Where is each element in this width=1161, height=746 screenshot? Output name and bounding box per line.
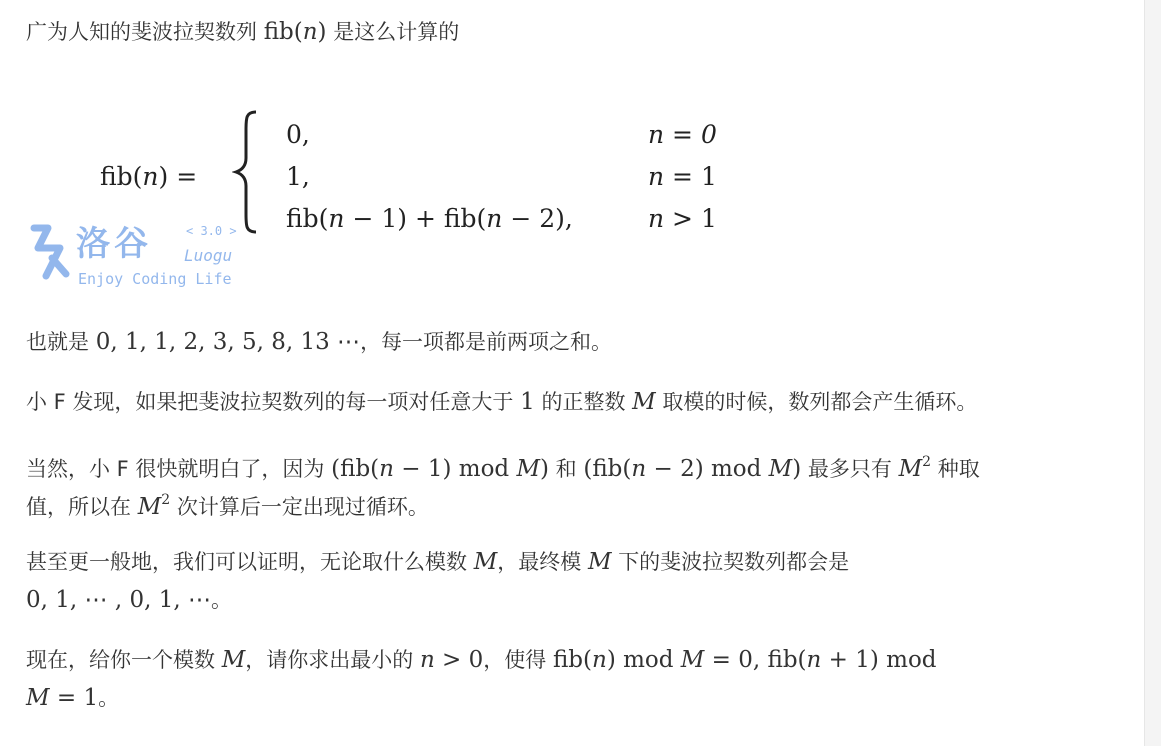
p4-text-a: 甚至更一般地，我们可以证明，无论取什么模数: [26, 550, 467, 574]
p4-line2-math: 0, 1, ⋯ , 0, 1, ⋯: [26, 587, 211, 613]
luogu-logo-icon: [26, 218, 74, 282]
case-value-1: 1,: [286, 162, 310, 191]
p3-line2-b: 次计算后一定出现过循环。: [176, 495, 429, 519]
p3-text-b: 和: [555, 457, 577, 481]
p3-math-3: 𝑀: [898, 456, 923, 482]
case-condition-0: 𝑛 = 0: [648, 120, 717, 149]
p3-math-4: 𝑀: [137, 494, 162, 520]
p5-math-1: 𝑀: [221, 647, 246, 673]
p4-line2-end: 。: [210, 588, 232, 612]
paragraph-general-line1: [26, 544, 849, 580]
p2-math-1: 1: [520, 389, 535, 415]
intro-text: 广为人知的斐波拉契数列: [26, 20, 257, 44]
watermark-slogan: Enjoy Coding Life: [78, 270, 232, 288]
case-condition-2: 𝑛 > 1: [648, 204, 717, 233]
p2-math-m: 𝑀: [632, 389, 656, 415]
p3-math-3-sup: 2: [922, 454, 932, 470]
p1-text-a: 也就是: [26, 330, 89, 354]
p5-math-2: 𝑛 > 0: [419, 647, 484, 673]
paragraph-sequence: [26, 324, 612, 360]
p5-text-c: ，使得: [483, 648, 547, 672]
luogu-watermark: [26, 214, 256, 294]
p1-math: 0, 1, 1, 2, 3, 5, 8, 13 ⋯: [95, 329, 361, 355]
p5-math-3: fib(𝑛) mod 𝑀 = 0, fib(𝑛 + 1) mod: [552, 647, 937, 673]
p3-line2-a: 值，所以在: [26, 495, 131, 519]
watermark-brand-en: Luogu: [184, 246, 233, 265]
case-condition-1: 𝑛 = 1: [648, 162, 717, 191]
paragraph-task-line1: [26, 642, 937, 678]
formula-lhs: fib(𝑛) =: [100, 162, 198, 191]
p5-text-b: ，请你求出最小的: [245, 648, 414, 672]
p2-text-b: 的正整数: [541, 390, 626, 414]
paragraph-reason-line2: [26, 482, 429, 525]
case-value-0: 0,: [286, 120, 310, 149]
p3-math-1: (fib(𝑛 − 1) mod 𝑀): [331, 456, 549, 482]
p3-text-d: 种取: [937, 457, 980, 481]
p4-text-c: 下的斐波拉契数列都会是: [618, 550, 850, 574]
p3-text-a: 当然，小 F 很快就明白了，因为: [26, 457, 325, 481]
paragraph-observation: [26, 384, 977, 420]
p5-text-a: 现在，给你一个模数: [26, 648, 215, 672]
right-scroll-gutter: [1144, 0, 1161, 746]
p3-math-4-sup: 2: [161, 492, 171, 508]
p3-math-2: (fib(𝑛 − 2) mod 𝑀): [583, 456, 802, 482]
p4-math-2: 𝑀: [587, 549, 612, 575]
intro-tail: 是这么计算的: [333, 20, 460, 44]
intro-paragraph: [26, 14, 459, 50]
p1-text-b: ，每一项都是前两项之和。: [360, 330, 613, 354]
p4-math-1: 𝑀: [473, 549, 498, 575]
paragraph-reason-line1: [26, 444, 980, 487]
p2-text-a: 小 F 发现，如果把斐波拉契数列的每一项对任意大于: [26, 390, 514, 414]
case-value-2: fib(𝑛 − 1) + fib(𝑛 − 2),: [286, 204, 573, 233]
p5-line2-end: 。: [98, 686, 120, 710]
paragraph-task-line2: [26, 680, 119, 716]
p5-line2-math: 𝑀 = 1: [26, 685, 99, 711]
p4-text-b: ，最终模: [497, 550, 582, 574]
p3-text-c: 最多只有: [807, 457, 892, 481]
paragraph-general-line2: [26, 582, 232, 618]
watermark-brand-cn: 洛谷: [76, 224, 152, 264]
p2-text-c: 取模的时候，数列都会产生循环。: [662, 390, 978, 414]
intro-math: fib(𝑛): [263, 19, 327, 45]
watermark-version: < 3.0 >: [186, 224, 237, 238]
